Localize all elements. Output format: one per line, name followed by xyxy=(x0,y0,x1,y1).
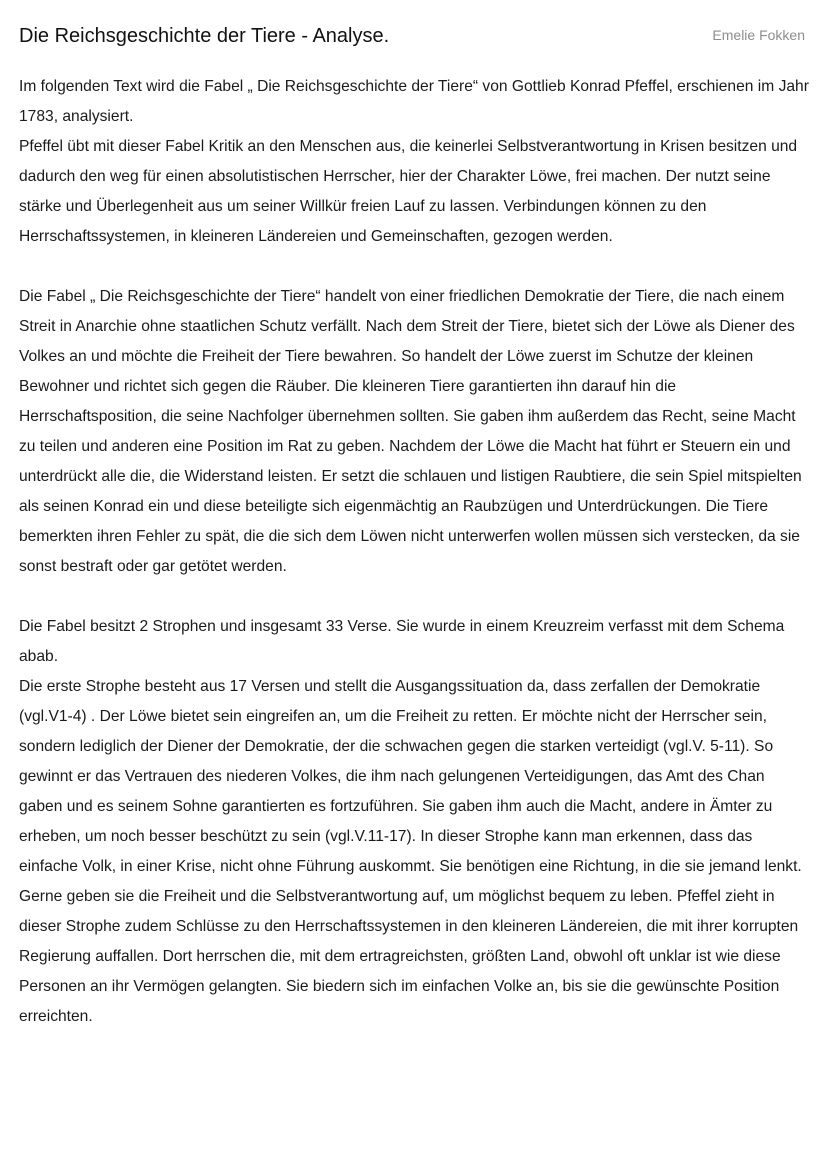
author-name: Emelie Fokken xyxy=(712,27,805,43)
paragraph-form: Die Fabel besitzt 2 Strophen und insgesamt 33 Verse. Sie wurde in einem Kreuzreim verfasst mit dem Schema abab. xyxy=(19,618,785,665)
page-title: Die Reichsgeschichte der Tiere - Analyse. xyxy=(19,25,390,47)
paragraph-summary: Die Fabel „ Die Reichsgeschichte der Tiere“ handelt von einer friedlichen Demokratie der Tiere, die nach einem Streit in Anarchie ohne staatlichen Schutz verfällt. Nach dem Streit der Tiere, bietet sich der Löwe als Diener des Volkes an und möchte die Freiheit der Tiere bewahren. So handelt der Löwe zuerst im Schutze der kleinen Bewohner und richtet sich gegen die Räuber. Die kleineren Tiere garantierten ihn darauf hin die Herrschaftsposition, die seine Nachfolger übernehmen sollten. Sie gaben ihm außerdem das Recht, seine Macht zu teilen und anderen eine Position im Rat zu geben. Nachdem der Löwe die Macht hat führt er Steuern ein und unterdrückt alle die, die Widerstand leisten. Er setzt die schlauen und listigen Raubtiere, die sein Spiel mitspielten als seinen Konrad ein und diese beteiligte sich eigenmächtig an Raubzügen und Unterdrückungen. Die Tiere bemerkten ihren Fehler zu spät, die die sich dem Löwen nicht unterwerfen wollen müssen sich verstecken, da sie sonst bestraft oder gar getötet werden. xyxy=(19,288,802,575)
document-page xyxy=(19,22,809,1032)
paragraph-thesis: Pfeffel übt mit dieser Fabel Kritik an den Menschen aus, die keinerlei Selbstverantwortung in Krisen besitzen und dadurch den weg für einen absolutistischen Herrscher, hier der Charakter Löwe, frei machen. Der nutzt seine stärke und Überlegenheit aus um seiner Willkür freien Lauf zu lassen. Verbindungen können zu den Herrschaftssystemen, in kleineren Ländereien und Gemeinschaften, gezogen werden. xyxy=(19,138,798,245)
document-header xyxy=(19,22,809,56)
paragraph-first-stanza: Die erste Strophe besteht aus 17 Versen und stellt die Ausgangssituation da, dass zerfallen der Demokratie (vgl.V1-4) . Der Löwe bietet sein eingreifen an, um die Freiheit zu retten. Er möchte nicht der Herrscher sein, sondern lediglich der Diener der Demokratie, der die schwachen gegen die starken verteidigt (vgl.V. 5-11). So gewinnt er das Vertrauen des niederen Volkes, die ihm nach gelungenen Verteidigungen, das Amt des Chan gaben und es seinem Sohne garantierten es fortzuführen. Sie gaben ihm auch die Macht, andere in Ämter zu erheben, um noch besser beschützt zu sein (vgl.V.11-17). In dieser Strophe kann man erkennen, dass das einfache Volk, in einer Krise, nicht ohne Führung auskommt. Sie benötigen eine Richtung, in die sie jemand lenkt. Gerne geben sie die Freiheit und die Selbstverantwortung auf, um möglichst bequem zu leben. Pfeffel zieht in dieser Strophe zudem Schlüsse zu den Herrschaftssystemen in den kleineren Ländereien, die mit ihrer korrupten Regierung auffallen. Dort herrschen die, mit dem ertragreichsten, größten Land, obwohl oft unklar ist wie diese Personen an ihr Vermögen gelangten. Sie biedern sich im einfachen Volke an, bis sie die gewünschte Position erreichten. xyxy=(19,678,802,1025)
document-body xyxy=(19,72,809,1032)
paragraph-intro: Im folgenden Text wird die Fabel „ Die Reichsgeschichte der Tiere“ von Gottlieb Konrad Pfeffel, erschienen im Jahr 1783, analysiert. xyxy=(19,78,809,125)
